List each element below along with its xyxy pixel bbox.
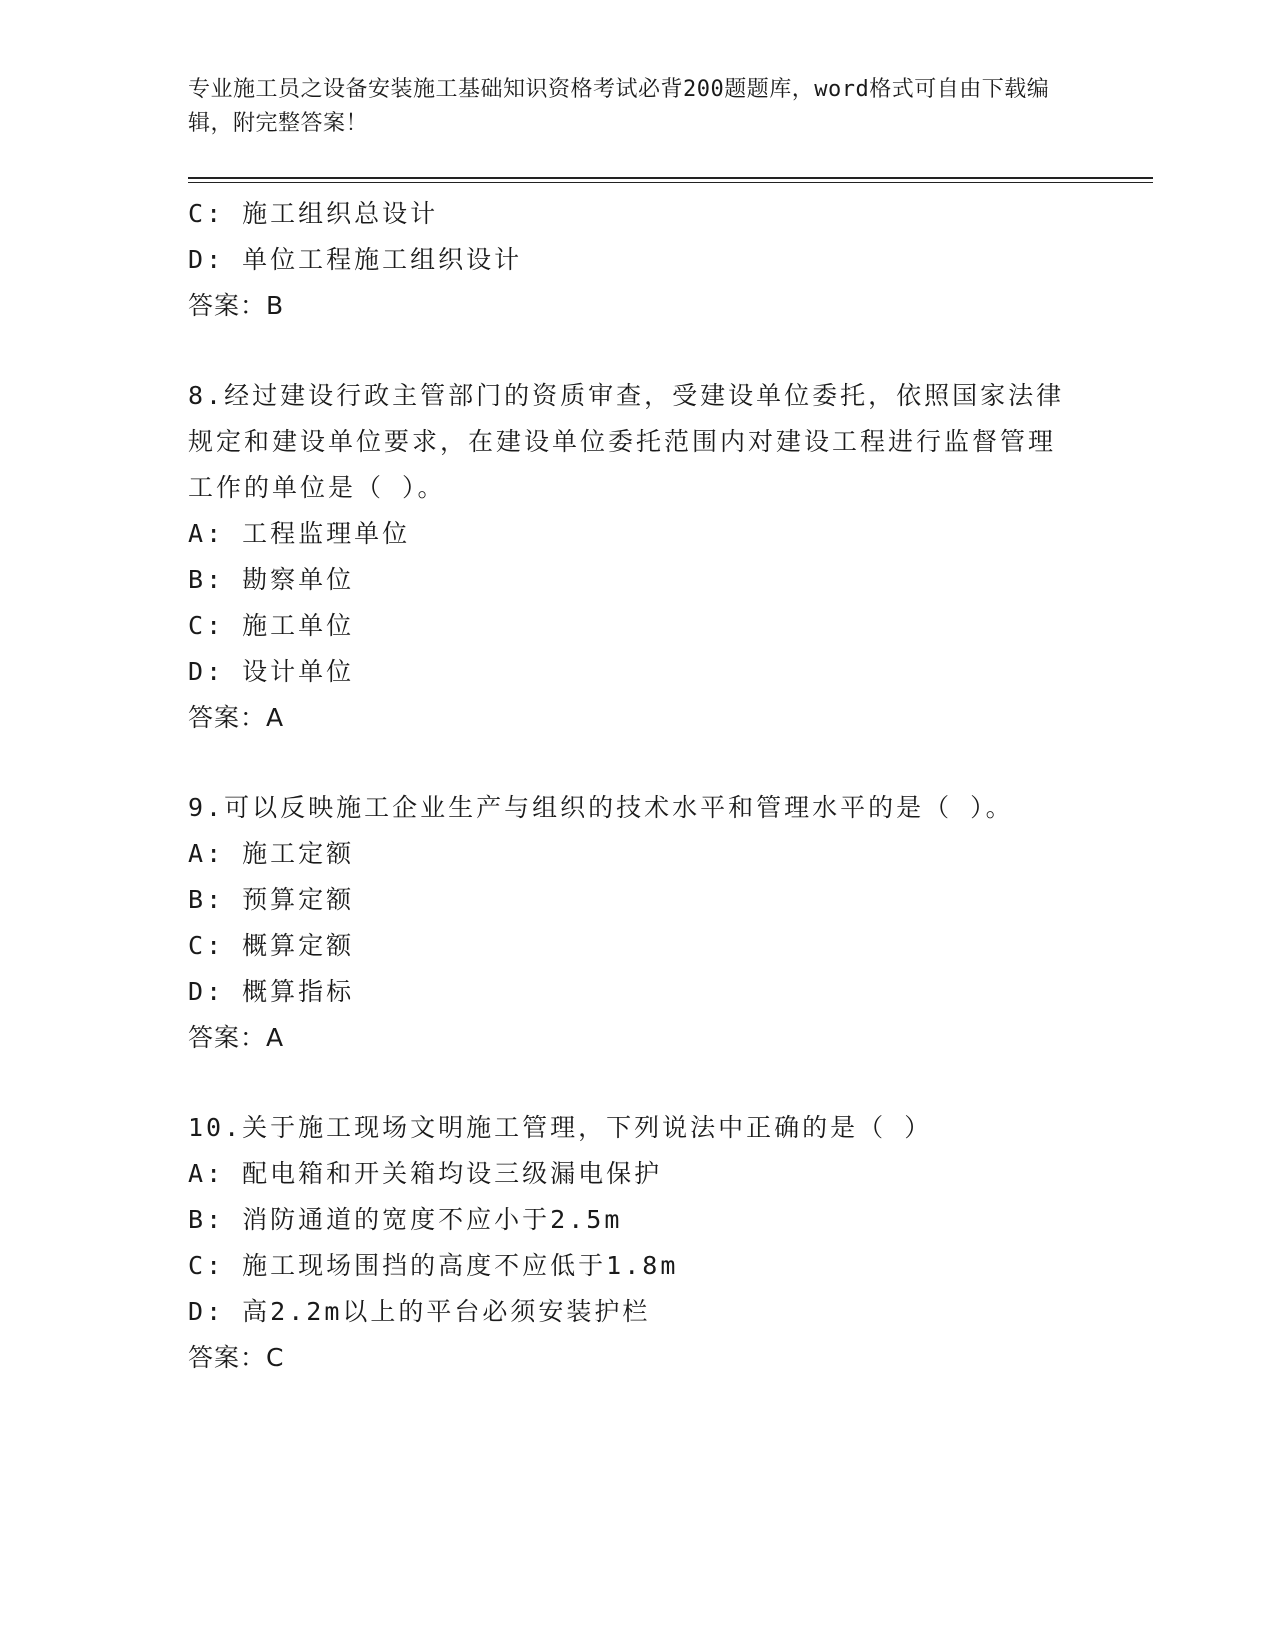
document-header: [188, 73, 1068, 141]
question-9: [188, 785, 1088, 1061]
option-b: B: 预算定额: [188, 885, 355, 914]
option-d: D: 高2.2m以上的平台必须安装护栏: [188, 1297, 651, 1326]
option-c: C: 概算定额: [188, 931, 355, 960]
option-d: D: 单位工程施工组织设计: [188, 245, 523, 274]
answer-line: 答案：B: [188, 291, 285, 320]
header-divider-thin: [188, 182, 1153, 183]
answer-line: 答案：A: [188, 1023, 285, 1052]
option-c: C: 施工现场围挡的高度不应低于1.8m: [188, 1251, 679, 1280]
answer-line: 答案：A: [188, 703, 285, 732]
question-text: 8.经过建设行政主管部门的资质审查，受建设单位委托，依照国家法律规定和建设单位要求，在建设单位委托范围内对建设工程进行监督管理工作的单位是（ ）。: [188, 381, 1065, 502]
document-title: 专业施工员之设备安装施工基础知识资格考试必背200题题库，word格式可自由下载编辑，附完整答案！: [188, 77, 1050, 136]
question-text: 10.关于施工现场文明施工管理，下列说法中正确的是（ ）: [188, 1113, 933, 1142]
option-a: A: 施工定额: [188, 839, 355, 868]
answer-line: 答案：C: [188, 1343, 285, 1372]
answer-value: A: [266, 703, 285, 732]
option-c: C: 施工单位: [188, 611, 355, 640]
option-a: A: 工程监理单位: [188, 519, 411, 548]
option-d: D: 设计单位: [188, 657, 355, 686]
option-b: B: 勘察单位: [188, 565, 355, 594]
option-a: A: 配电箱和开关箱均设三级漏电保护: [188, 1159, 663, 1188]
question-number: 9.: [188, 793, 225, 822]
option-d: D: 概算指标: [188, 977, 355, 1006]
answer-value: A: [266, 1023, 285, 1052]
answer-value: C: [266, 1343, 285, 1372]
question-number: 8.: [188, 381, 225, 410]
option-b: B: 消防通道的宽度不应小于2.5m: [188, 1205, 623, 1234]
prev-question: [188, 191, 1088, 329]
question-8: [188, 373, 1088, 741]
question-text: 9.可以反映施工企业生产与组织的技术水平和管理水平的是（ ）。: [188, 793, 1014, 822]
question-content: [188, 191, 1088, 1381]
question-10: [188, 1105, 1088, 1381]
question-number: 10.: [188, 1113, 243, 1142]
option-c: C: 施工组织总设计: [188, 199, 439, 228]
header-divider-thick: [188, 177, 1153, 179]
answer-value: B: [266, 291, 285, 320]
